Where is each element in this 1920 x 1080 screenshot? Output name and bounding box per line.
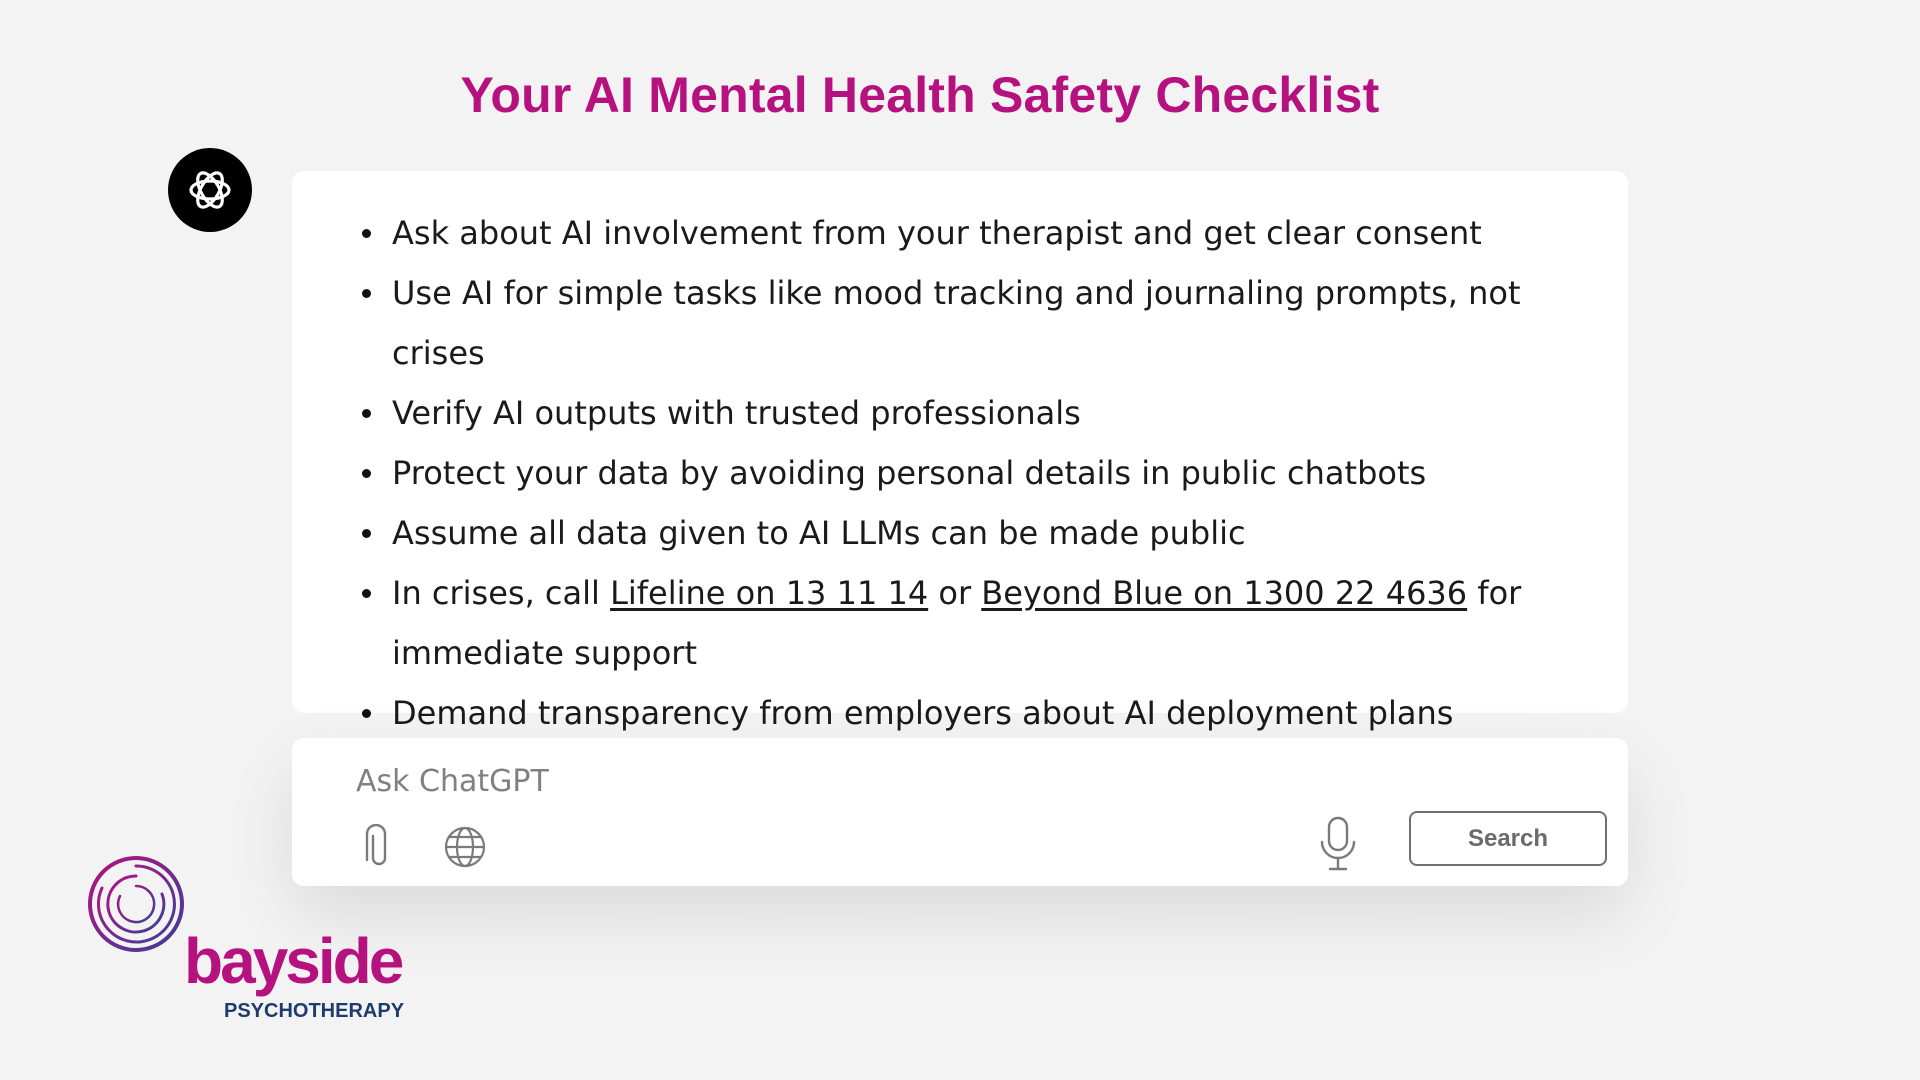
list-item: Use AI for simple tasks like mood tracking and journaling prompts, not crises [356, 263, 1606, 383]
chatgpt-avatar [168, 148, 252, 232]
chat-input-box[interactable] [292, 738, 1628, 886]
openai-logo-icon [183, 163, 237, 217]
search-button[interactable]: Search [1409, 811, 1607, 866]
list-item [356, 563, 1606, 683]
lifeline-link[interactable]: Lifeline on 13 11 14 [610, 574, 929, 612]
list-item: Verify AI outputs with trusted professionals [356, 383, 1606, 443]
brand-tagline: PSYCHOTHERAPY [224, 1000, 405, 1022]
list-item: Assume all data given to AI LLMs can be made public [356, 503, 1606, 563]
assistant-response-card [292, 171, 1628, 732]
globe-icon[interactable] [444, 826, 486, 868]
bayside-swirl-logo-icon [84, 852, 194, 962]
chat-input-placeholder[interactable]: Ask ChatGPT [356, 764, 549, 799]
checklist [356, 203, 1606, 743]
page-title: Your AI Mental Health Safety Checklist [460, 67, 1380, 123]
microphone-icon[interactable] [1318, 816, 1358, 872]
list-item-text: or [928, 574, 982, 612]
bayside-logo [84, 852, 424, 1032]
brand-name: bayside [184, 925, 402, 997]
list-item: Ask about AI involvement from your therapist and get clear consent [356, 203, 1606, 263]
list-item-text: In crises, call [392, 574, 611, 612]
list-item-text: for immediate support [392, 574, 1522, 672]
beyond-blue-link[interactable]: Beyond Blue on 1300 22 4636 [981, 574, 1468, 612]
list-item: Demand transparency from employers about AI deployment plans [356, 683, 1606, 743]
list-item: Protect your data by avoiding personal details in public chatbots [356, 443, 1606, 503]
